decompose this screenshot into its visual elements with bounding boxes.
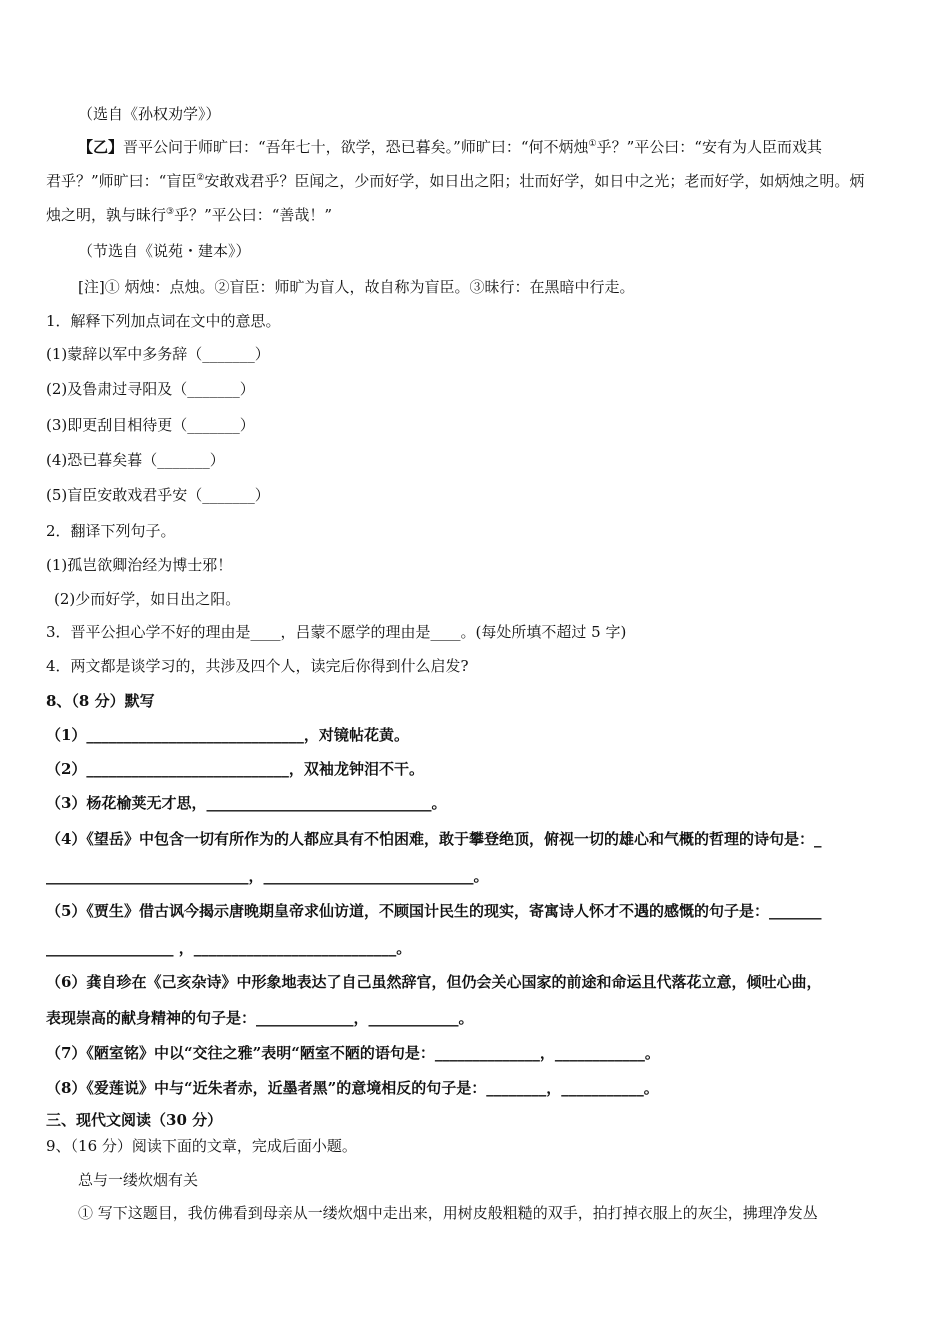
dictation-item: （7）《陋室铭》中以“交往之雅”表明“陋室不陋的语句是：______________，____________。	[46, 1044, 660, 1062]
dictation-item-continued: 表现崇高的献身精神的句子是：_____________，____________。	[46, 1009, 474, 1027]
question-9: 9、（16 分）阅读下面的文章，完成后面小题。	[46, 1137, 357, 1155]
dictation-item: （3）杨花榆荚无才思，______________________________。	[46, 794, 447, 812]
article-paragraph-1: ① 写下这题目，我仿佛看到母亲从一缕炊烟中走出来，用树皮般粗糙的双手，拍打掉衣服上的灰尘，拂理净发丛	[78, 1204, 818, 1222]
dictation-item: （2）___________________________，双袖龙钟泪不干。	[46, 760, 424, 778]
question-1-item: (4)恐已暮矣暮（_______）	[46, 451, 225, 469]
question-1-item: (5)盲臣安敢戏君乎安（_______）	[46, 486, 270, 504]
annotation-notes: [注]① 炳烛：点烛。②盲臣：师旷为盲人，故自称为盲臣。③昧行：在黑暗中行走。	[78, 278, 635, 296]
dictation-item-continued: _________________ ，___________________________。	[46, 939, 412, 957]
dictation-item: （6）龚自珍在《己亥杂诗》中形象地表达了自己虽然辞官，但仍会关心国家的前途和命运且代落花立意，倾吐心曲，	[46, 973, 822, 991]
source-line-a: （选自《孙权劝学》）	[78, 105, 221, 123]
question-4: 4．两文都是谈学习的，共涉及四个人，读完后你得到什么启发?	[46, 657, 469, 675]
question-1-item: (2)及鲁肃过寻阳及（_______）	[46, 380, 255, 398]
footnote-marker-2: ②	[196, 173, 205, 183]
question-1-title: 1．解释下列加点词在文中的意思。	[46, 312, 281, 330]
passage-b-line-1: 【乙】晋平公问于师旷曰：“吾年七十，欲学，恐已暮矣。”师旷曰：“何不炳烛①乎？”平公曰：“安有为人臣而戏其	[78, 138, 822, 156]
question-2-item: (1)孤岂欲卿治经为博士邪！	[46, 556, 233, 574]
dictation-item: （1）_____________________________，对镜帖花黄。	[46, 726, 409, 744]
source-line-b: （节选自《说苑・建本》）	[78, 242, 251, 260]
article-title: 总与一缕炊烟有关	[78, 1171, 199, 1189]
passage-b-line-2: 君乎？”师旷曰：“盲臣②安敢戏君乎？臣闻之，少而好学，如日出之阳；壮而好学，如日中之光；老而好学，如炳烛之明。炳	[46, 172, 865, 190]
question-1-item: (3)即更刮目相待更（_______）	[46, 416, 255, 434]
passage-b-line-3: 烛之明，孰与昧行③乎？”平公曰：“善哉！”	[46, 206, 333, 224]
dictation-item: （8）《爱莲说》中与“近朱者赤，近墨者黑”的意境相反的句子是：________，___________。	[46, 1079, 659, 1097]
passage-b-tag: 【乙】	[78, 138, 124, 156]
footnote-marker-1: ①	[588, 139, 597, 149]
dictation-item: （5）《贾生》借古讽今揭示唐晚期皇帝求仙访道，不顾国计民生的现实，寄寓诗人怀才不遇的感慨的句子是：_______	[46, 902, 822, 920]
dictation-title: 8、（8 分）默写	[46, 692, 155, 710]
question-3: 3．晋平公担心学不好的理由是____，吕蒙不愿学的理由是____。(每处所填不超过 5 字)	[46, 623, 627, 641]
question-2-item: (2)少而好学，如日出之阳。	[54, 590, 241, 608]
footnote-marker-3: ③	[166, 207, 175, 217]
question-2-title: 2．翻译下列句子。	[46, 522, 176, 540]
question-1-item: (1)蒙辞以军中多务辞（_______）	[46, 345, 270, 363]
section-title: 三、现代文阅读（30 分）	[46, 1111, 223, 1129]
dictation-item-continued: ___________________________，____________________________。	[46, 867, 489, 885]
dictation-item: （4）《望岳》中包含一切有所作为的人都应具有不怕困难，敢于攀登绝顶，俯视一切的雄心和气概的哲理的诗句是：_	[46, 830, 822, 848]
